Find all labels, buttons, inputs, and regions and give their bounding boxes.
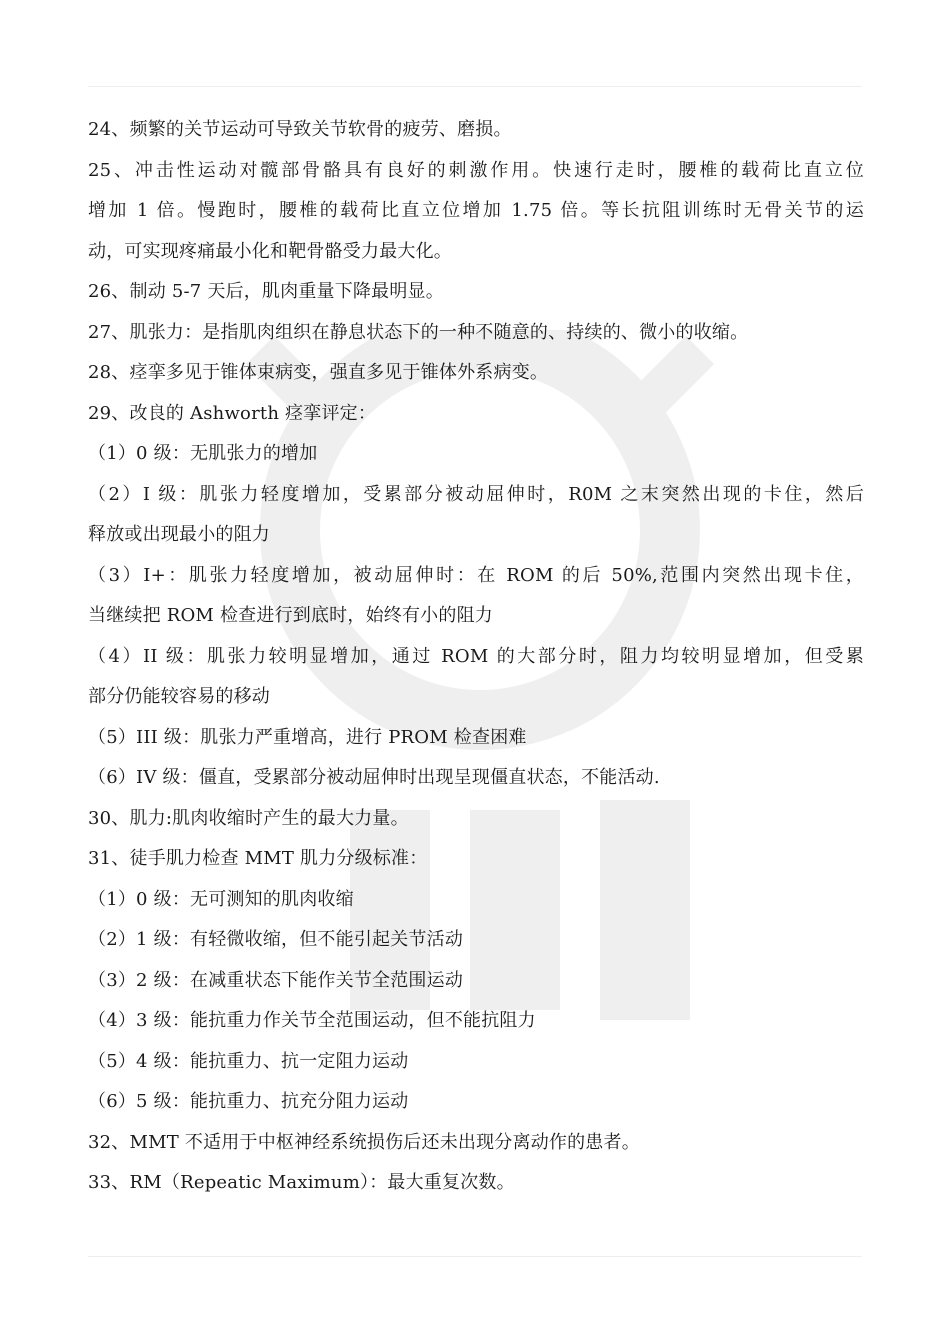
text-line: （3）2 级：在减重状态下能作关节全范围运动 xyxy=(88,969,464,991)
footer-rule xyxy=(88,1256,862,1257)
text-line: 29、改良的 Ashworth 痉挛评定： xyxy=(88,402,377,424)
text-line: （3）I+：肌张力轻度增加，被动屈伸时：在 ROM 的后 50%,范围内突然出现卡住， xyxy=(88,564,864,586)
text-line: （1）0 级：无可测知的肌肉收缩 xyxy=(88,888,354,910)
text-line: 27、肌张力：是指肌肉组织在静息状态下的一种不随意的、持续的、微小的收缩。 xyxy=(88,321,749,343)
text-line: 26、制动 5-7 天后，肌肉重量下降最明显。 xyxy=(88,281,444,302)
text-line: 33、RM（Repeatic Maximum）：最大重复次数。 xyxy=(88,1172,515,1193)
text-line: 31、徒手肌力检查 MMT 肌力分级标准： xyxy=(88,848,428,869)
text-line: （4）II 级：肌张力较明显增加，通过 ROM 的大部分时，阻力均较明显增加，但受累 xyxy=(88,645,864,667)
text-line: （5）4 级：能抗重力、抗一定阻力运动 xyxy=(88,1050,409,1072)
text-line: （2）I 级：肌张力轻度增加，受累部分被动屈伸时，R0M 之末突然出现的卡住，然后 xyxy=(88,483,864,505)
text-line: 释放或出现最小的阻力 xyxy=(88,524,270,545)
text-line: 30、肌力:肌肉收缩时产生的最大力量。 xyxy=(88,807,409,829)
header-rule xyxy=(88,86,862,87)
text-line: （2）1 级：有轻微收缩，但不能引起关节活动 xyxy=(88,929,464,950)
text-line: 28、痉挛多见于锥体束病变，强直多见于锥体外系病变。 xyxy=(88,362,549,383)
text-line: 部分仍能较容易的移动 xyxy=(88,686,270,707)
text-line: 32、MMT 不适用于中枢神经系统损伤后还未出现分离动作的患者。 xyxy=(88,1131,640,1153)
text-line: （6）5 级：能抗重力、抗充分阻力运动 xyxy=(88,1091,409,1112)
text-line: 25、冲击性运动对髋部骨骼具有良好的刺激作用。快速行走时，腰椎的载荷比直立位 xyxy=(88,159,864,181)
document-body xyxy=(88,110,864,1204)
text-line: 24、频繁的关节运动可导致关节软骨的疲劳、磨损。 xyxy=(88,119,512,140)
text-line: 当继续把 ROM 检查进行到底时，始终有小的阻力 xyxy=(88,605,493,626)
text-line: （5）III 级：肌张力严重增高，进行 PROM 检查困难 xyxy=(88,726,527,748)
text-line: 动，可实现疼痛最小化和靶骨骼受力最大化。 xyxy=(88,240,452,262)
text-line: （4）3 级：能抗重力作关节全范围运动，但不能抗阻力 xyxy=(88,1010,536,1031)
text-line: （1）0 级：无肌张力的增加 xyxy=(88,443,318,464)
text-line: （6）IV 级：僵直，受累部分被动屈伸时出现呈现僵直状态，不能活动. xyxy=(88,767,660,788)
text-line: 增加 1 倍。慢跑时，腰椎的载荷比直立位增加 1.75 倍。等长抗阻训练时无骨关节的运 xyxy=(88,200,864,221)
